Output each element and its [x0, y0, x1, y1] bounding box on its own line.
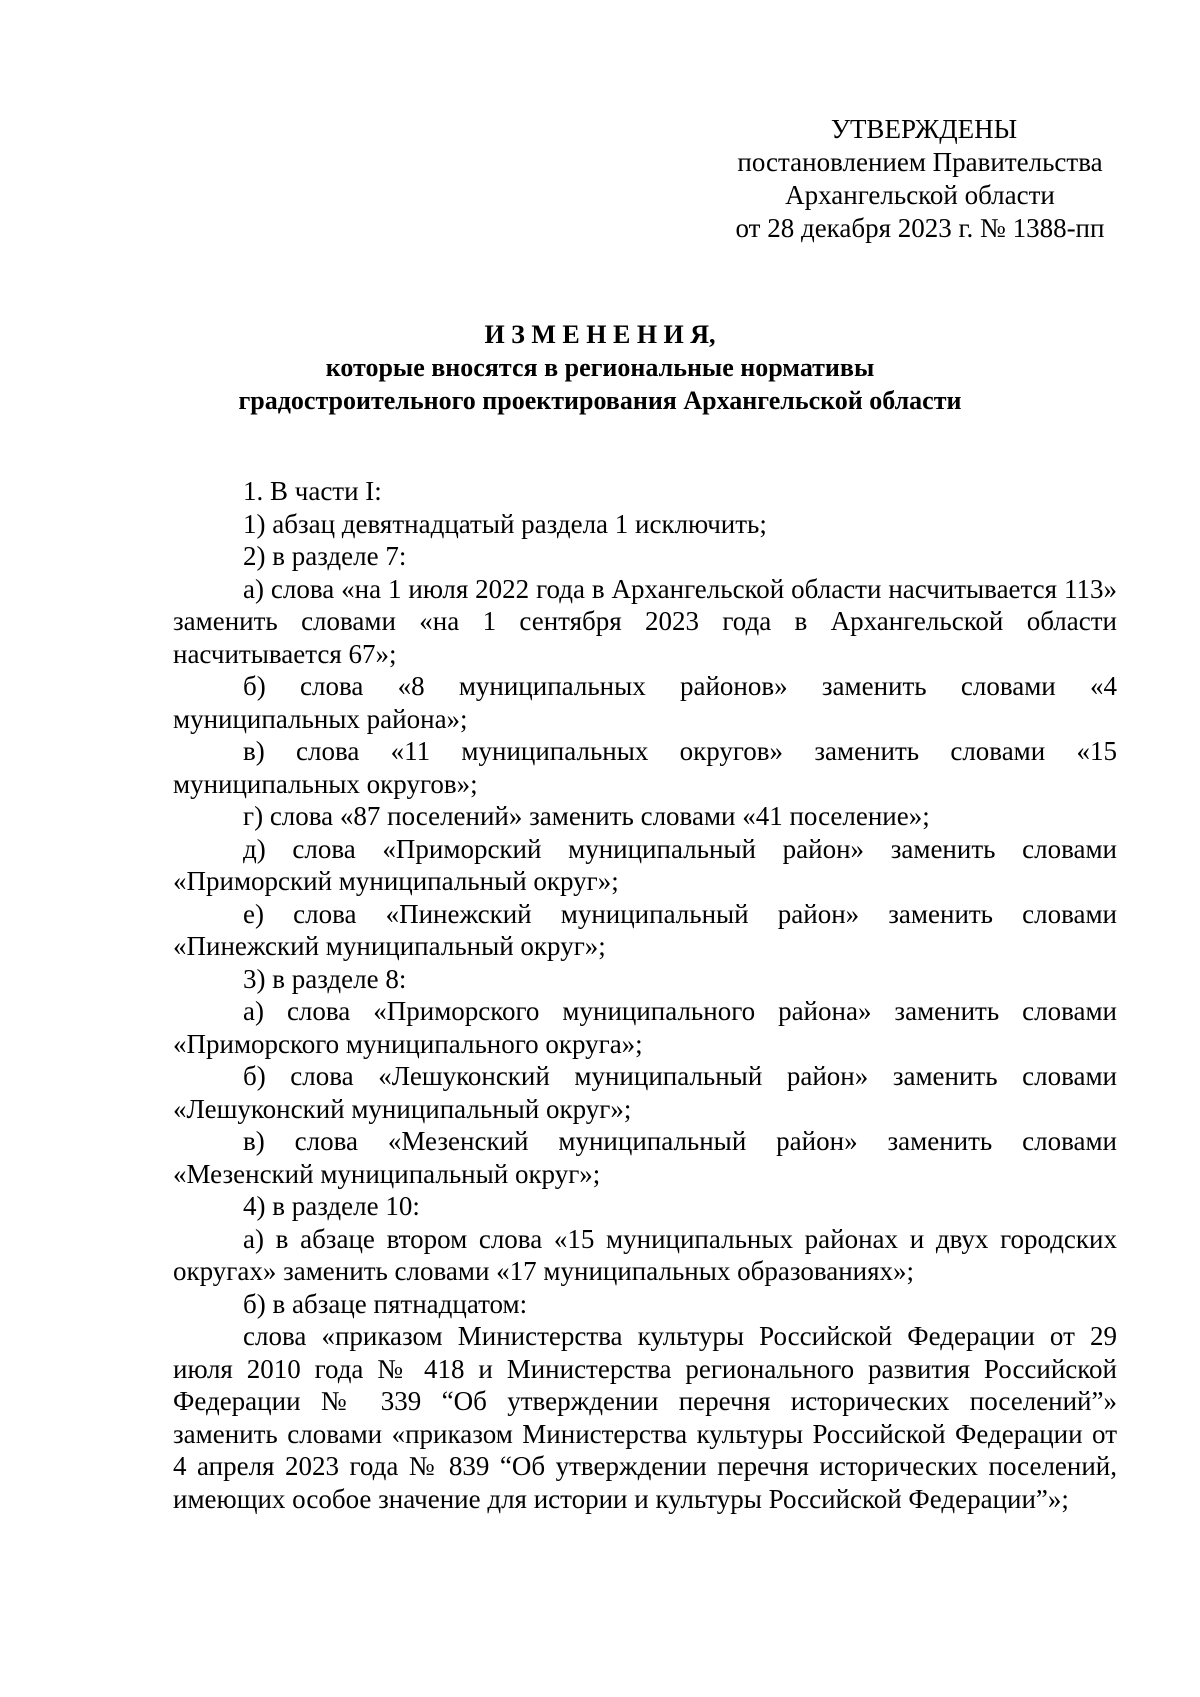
approval-line-2: постановлением Правительства	[737, 147, 1103, 177]
paragraph: в) слова «Мезенский муниципальный район» заменить словами «Мезенский муниципальный округ»;	[173, 1126, 1117, 1189]
paragraph: 4) в разделе 10:	[243, 1191, 420, 1221]
paragraph: 1) абзац девятнадцатый раздела 1 исключить;	[243, 508, 767, 539]
document-heading	[150, 318, 1050, 417]
approval-title: УТВЕРЖДЕНЫ	[830, 114, 1018, 144]
heading-line-2: которые вносятся в региональные нормативы	[325, 353, 875, 382]
paragraph: б) слова «Лешуконский муниципальный район» заменить словами «Лешуконский муниципальный округ»;	[173, 1061, 1117, 1124]
paragraph: б) слова «8 муниципальных районов» заменить словами «4 муниципальных района»;	[173, 671, 1117, 734]
paragraph: е) слова «Пинежский муниципальный район» заменить словами «Пинежский муниципальный округ»;	[173, 898, 1117, 961]
paragraph: г) слова «87 поселений» заменить словами «41 поселение»;	[243, 801, 930, 831]
approval-line-3: Архангельской области	[785, 180, 1055, 210]
approval-line-4: от 28 декабря 2023 г. № 1388-пп	[735, 213, 1105, 243]
heading-title: И З М Е Н Е Н И Я,	[484, 320, 716, 349]
paragraph: а) в абзаце втором слова «15 муниципальных районах и двух городских округах» заменить словами «17 муниципальных образованиях»;	[173, 1223, 1117, 1286]
paragraph: слова «приказом Министерства культуры Российской Федерации от 29 июля 2010 года № 418 и Министерства регионального развития Российской Федерации № 339 “Об утверждении перечня исторических поселений”» заменить словами «приказом Министерства культуры Российской Федерации от 4 апреля 2023 года № 839 “Об утверждении перечня исторических поселений, имеющих особое значение для истории и культуры Российской Федерации”»;	[173, 1321, 1117, 1514]
paragraph: 2) в разделе 7:	[243, 541, 407, 571]
paragraph: а) слова «Приморского муниципального района» заменить словами «Приморского муниципального округа»;	[173, 996, 1117, 1059]
paragraph: а) слова «на 1 июля 2022 года в Архангельской области насчитывается 113» заменить словами «на 1 сентября 2023 года в Архангельской области насчитывается 67»;	[173, 573, 1117, 669]
paragraph: б) в абзаце пятнадцатом:	[243, 1288, 528, 1319]
paragraph: 3) в разделе 8:	[243, 963, 407, 994]
paragraph: в) слова «11 муниципальных округов» заменить словами «15 муниципальных округов»;	[173, 736, 1117, 799]
paragraph: 1. В части I:	[243, 476, 382, 506]
paragraph: д) слова «Приморский муниципальный район» заменить словами «Приморский муниципальный округ»;	[173, 833, 1117, 896]
heading-line-3: градостроительного проектирования Архангельской области	[238, 386, 962, 415]
approval-stamp	[700, 113, 1140, 245]
document-body	[173, 475, 1117, 1515]
